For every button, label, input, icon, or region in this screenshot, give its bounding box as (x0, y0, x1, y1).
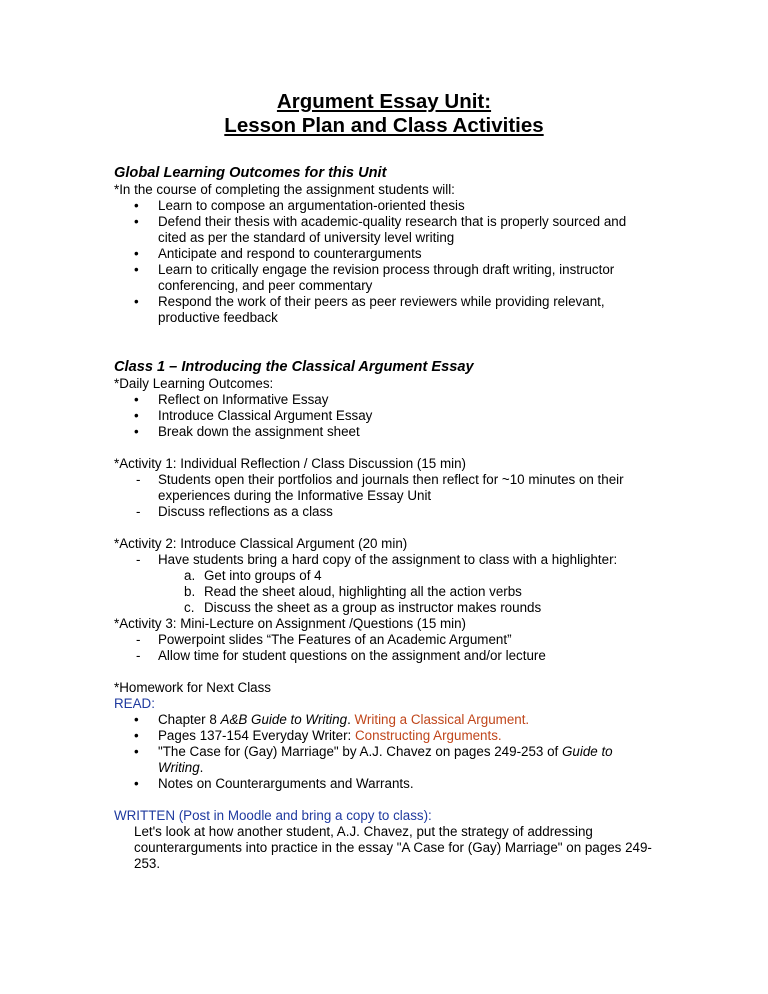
list-item: • Notes on Counterarguments and Warrants. (114, 776, 654, 792)
item-letter: a. (184, 568, 196, 583)
homework-label: *Homework for Next Class (114, 680, 272, 695)
title-line-1: Argument Essay Unit: (276, 90, 492, 113)
list-item: • Defend their thesis with academic-quality research that is properly sourced and cited as per the standard of university level writing (114, 214, 654, 246)
read-list (114, 712, 654, 792)
item-text: Discuss the sheet as a group as instructor makes rounds (204, 600, 542, 615)
list-item: • Respond the work of their peers as peer reviewers while providing relevant, productive feedback (114, 294, 654, 326)
list-item (114, 600, 654, 616)
written-label: WRITTEN (Post in Moodle and bring a copy to class): (114, 808, 432, 823)
list-item: - Have students bring a hard copy of the assignment to class with a highlighter: (114, 552, 654, 568)
class1-heading: Class 1 – Introducing the Classical Argument Essay (114, 359, 474, 375)
activity3-list (114, 632, 654, 664)
daily-outcomes-list (114, 392, 654, 440)
global-outcomes-list (114, 198, 654, 326)
activity2-list (114, 552, 654, 568)
daily-outcomes-label: *Daily Learning Outcomes: (114, 376, 274, 391)
list-item: • Reflect on Informative Essay (114, 392, 654, 408)
page-title (0, 90, 768, 138)
item-letter: c. (184, 600, 195, 615)
item-letter: b. (184, 584, 196, 599)
global-outcomes-heading: Global Learning Outcomes for this Unit (114, 165, 387, 181)
item-text: Chapter 8 (158, 712, 221, 727)
written-text: Let's look at how another student, A.J. Chavez, put the strategy of addressing counterarguments into practice in the essay "A Case for (Gay) Marriage" on pages 249-253. (134, 824, 652, 871)
list-item: • Anticipate and respond to counterarguments (114, 246, 654, 262)
item-text: . (347, 712, 355, 727)
item-text: Get into groups of 4 (204, 568, 322, 583)
item-text: . (199, 760, 204, 775)
reading-link[interactable]: Writing a Classical Argument. (354, 712, 530, 727)
book-title: Guide to Writing (158, 744, 613, 775)
list-item (114, 728, 654, 744)
global-outcomes-intro: *In the course of completing the assignment students will: (114, 182, 455, 197)
activity2-sublist (114, 568, 654, 616)
list-item: • Learn to compose an argumentation-oriented thesis (114, 198, 654, 214)
list-item: • Learn to critically engage the revision process through draft writing, instructor conferencing, and peer commentary (114, 262, 654, 294)
item-text: Pages 137-154 Everyday Writer: (158, 728, 355, 743)
list-item: • Break down the assignment sheet (114, 424, 654, 440)
activity2-label: *Activity 2: Introduce Classical Argument (20 min) (114, 536, 408, 551)
list-item (114, 712, 654, 728)
book-title: A&B Guide to Writing (220, 712, 348, 727)
reading-link[interactable]: Constructing Arguments. (355, 728, 502, 743)
activity1-label: *Activity 1: Individual Reflection / Class Discussion (15 min) (114, 456, 467, 471)
list-item (114, 584, 654, 600)
list-item (114, 744, 654, 776)
title-line-2: Lesson Plan and Class Activities (224, 114, 544, 137)
read-label: READ: (114, 696, 155, 711)
activity1-list (114, 472, 654, 520)
activity3-label: *Activity 3: Mini-Lecture on Assignment /Questions (15 min) (114, 616, 467, 631)
item-text: "The Case for (Gay) Marriage" by A.J. Chavez on pages 249-253 of (158, 744, 562, 759)
item-text: Read the sheet aloud, highlighting all the action verbs (204, 584, 522, 599)
list-item: - Discuss reflections as a class (114, 504, 654, 520)
list-item: - Allow time for student questions on the assignment and/or lecture (114, 648, 654, 664)
list-item: - Powerpoint slides “The Features of an Academic Argument” (114, 632, 654, 648)
list-item (114, 568, 654, 584)
list-item: • Introduce Classical Argument Essay (114, 408, 654, 424)
list-item: - Students open their portfolios and journals then reflect for ~10 minutes on their experiences during the Informative Essay Unit (114, 472, 654, 504)
document-body (114, 164, 654, 872)
